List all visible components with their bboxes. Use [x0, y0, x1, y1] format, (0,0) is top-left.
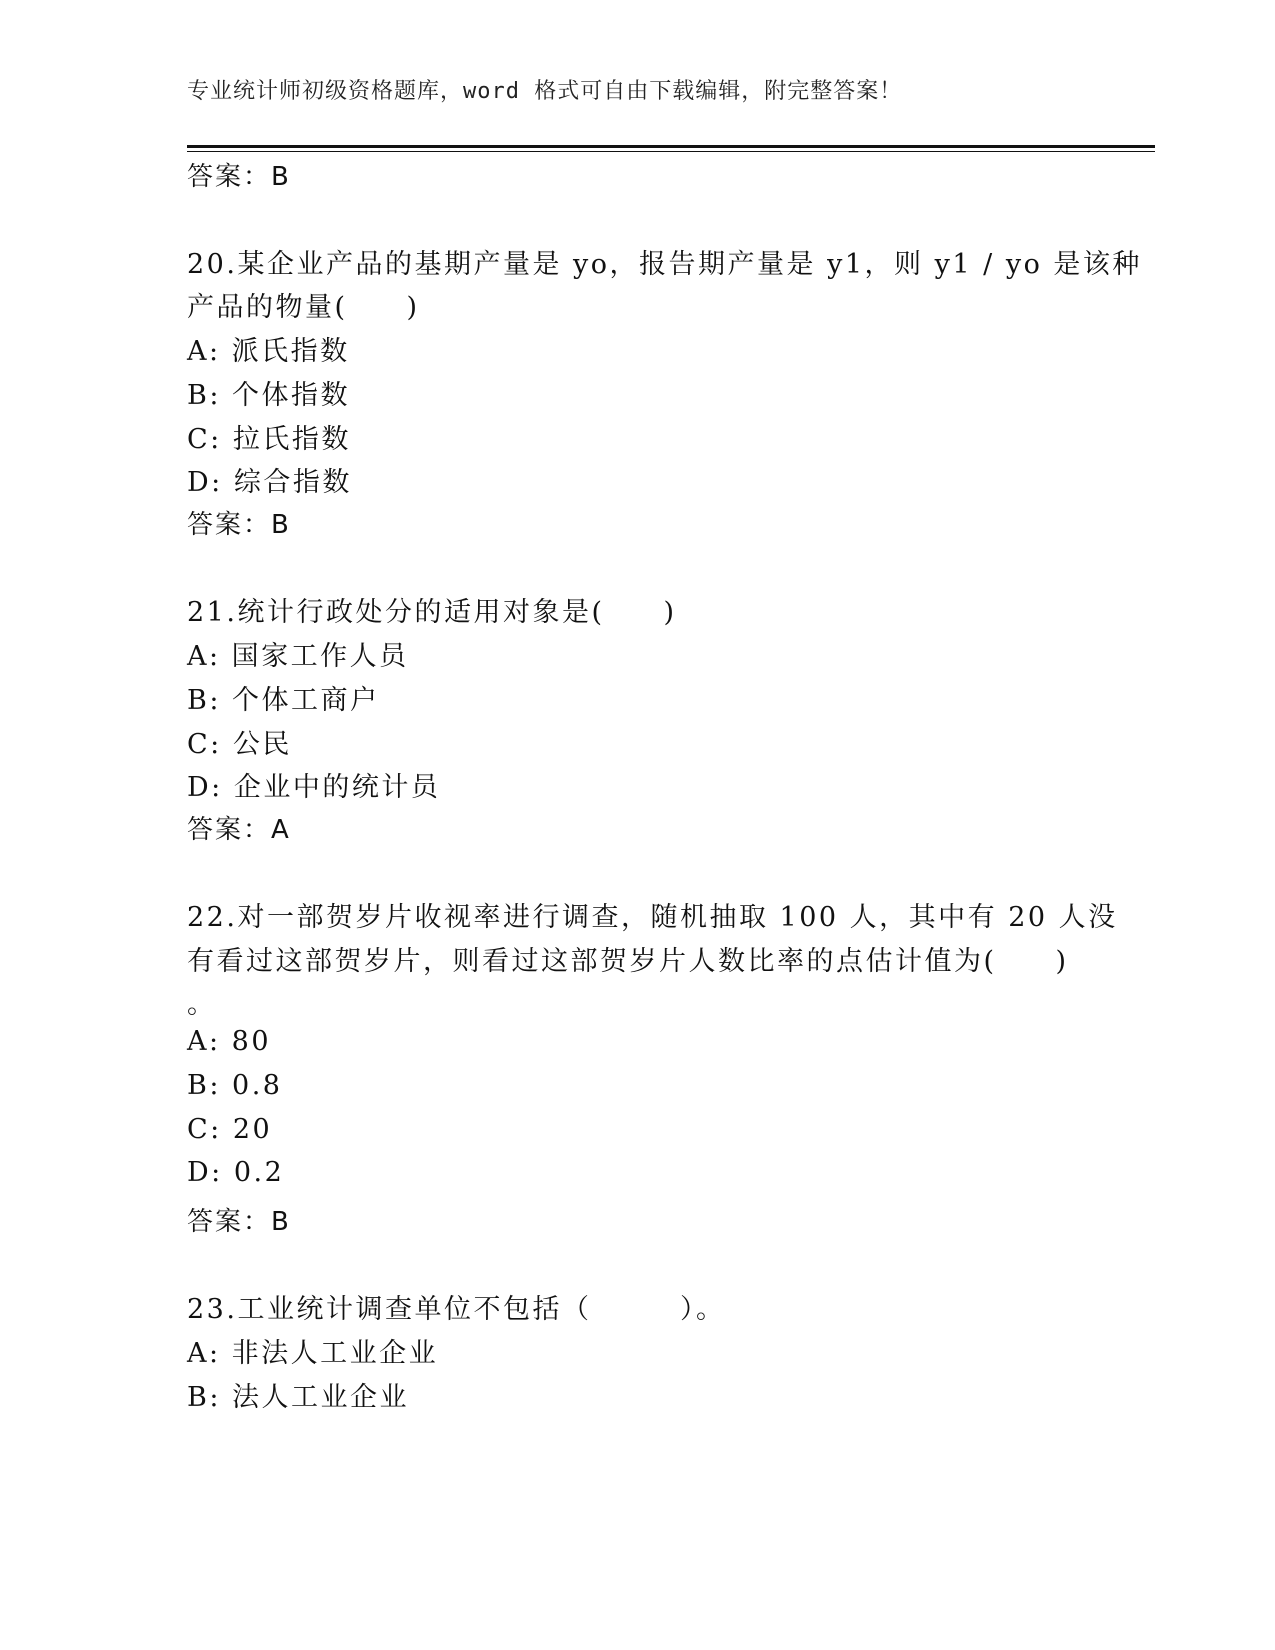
page-header: 专业统计师初级资格题库，word 格式可自由下载编辑，附完整答案！ — [187, 79, 903, 104]
question-22-option-b: B: 0.8 — [187, 1070, 283, 1101]
question-23-option-b: B: 法人工业企业 — [187, 1382, 410, 1413]
question-21-option-b: B: 个体工商户 — [187, 685, 380, 716]
answer-22 — [187, 1201, 289, 1238]
question-21-text-line1: 21.统计行政处分的适用对象是( ) — [187, 597, 677, 628]
answer-19 — [187, 156, 289, 193]
question-20-option-c: C: 拉氏指数 — [187, 424, 351, 455]
answer-20 — [187, 504, 289, 541]
question-21-option-d: D: 企业中的统计员 — [187, 772, 441, 803]
question-22-option-c: C: 20 — [187, 1114, 273, 1145]
question-23-text-line1: 23.工业统计调查单位不包括（ ）。 — [187, 1294, 726, 1325]
header-divider-thin — [187, 151, 1155, 152]
answer-label: 答案： — [187, 510, 272, 540]
question-22-text-line3: 。 — [187, 989, 217, 1020]
question-23-option-a: A: 非法人工业企业 — [187, 1338, 439, 1369]
answer-label: 答案： — [187, 815, 272, 845]
question-20-text-line1: 20.某企业产品的基期产量是 yo，报告期产量是 y1，则 y1 / yo 是该种 — [187, 249, 1142, 280]
answer-value: B — [271, 510, 289, 540]
answer-value: B — [271, 162, 289, 192]
answer-21 — [187, 809, 289, 846]
answer-label: 答案： — [187, 1207, 272, 1237]
question-21-option-c: C: 公民 — [187, 729, 292, 760]
question-20-option-d: D: 综合指数 — [187, 467, 352, 498]
answer-label: 答案： — [187, 162, 272, 192]
question-20-option-a: A: 派氏指数 — [187, 336, 350, 367]
header-divider — [187, 145, 1155, 148]
question-20-option-b: B: 个体指数 — [187, 380, 351, 411]
question-22-option-d: D: 0.2 — [187, 1157, 285, 1188]
question-22-text-line1: 22.对一部贺岁片收视率进行调查，随机抽取 100 人，其中有 20 人没 — [187, 902, 1118, 933]
answer-value: B — [271, 1207, 289, 1237]
question-22-text-line2: 有看过这部贺岁片，则看过这部贺岁片人数比率的点估计值为( ) — [187, 946, 1069, 977]
question-21-option-a: A: 国家工作人员 — [187, 641, 409, 672]
question-22-option-a: A: 80 — [187, 1026, 272, 1057]
question-20-text-line2: 产品的物量( ) — [187, 292, 420, 323]
answer-value: A — [271, 815, 289, 845]
